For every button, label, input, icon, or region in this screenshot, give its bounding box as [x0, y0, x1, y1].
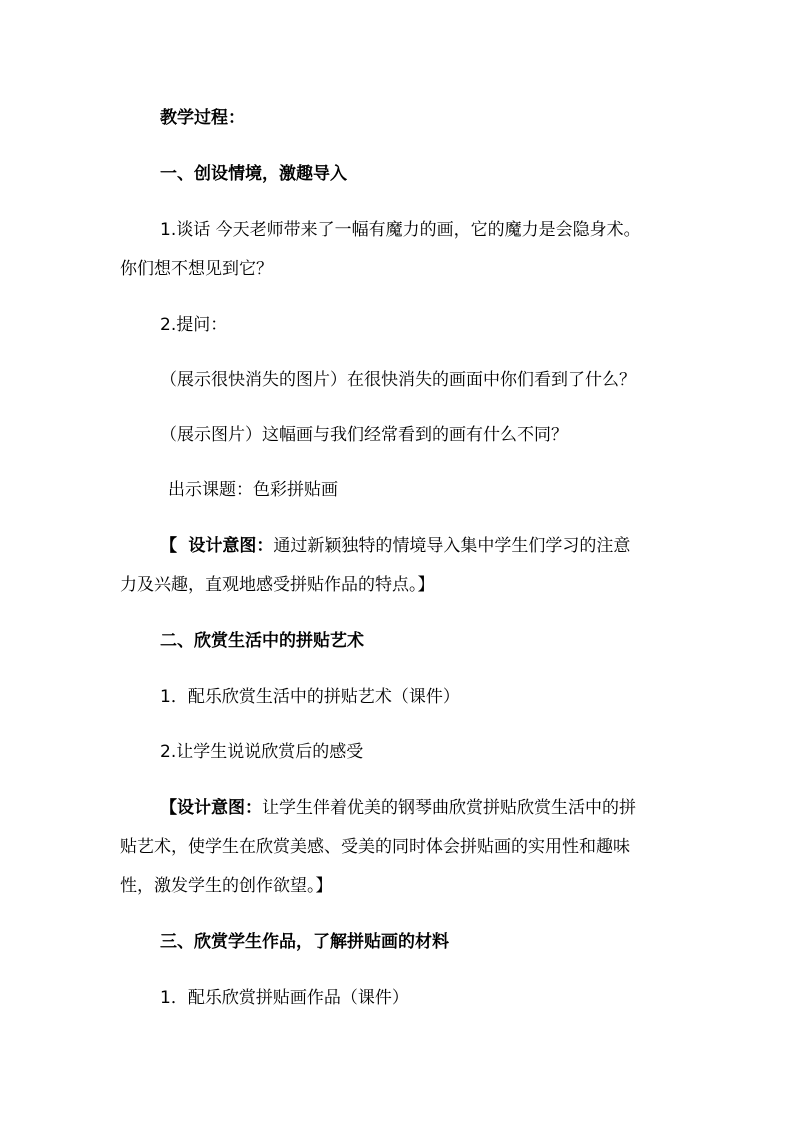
s2-item2: 2.让学生说说欣赏后的感受 [160, 742, 364, 762]
s1-intent-label: 设计意图： [188, 536, 274, 556]
s1-item2: 2.提问： [160, 315, 228, 335]
s1-design-intent-line2: 力及兴趣，直观地感受拼贴作品的特点。】 [120, 575, 435, 595]
s1-design-intent-line1 [160, 532, 680, 560]
section-3-title: 三、欣赏学生作品，了解拼贴画的材料 [160, 932, 449, 952]
section-2-title: 二、欣赏生活中的拼贴艺术 [160, 631, 364, 651]
s3-item1: 1．配乐欣赏拼贴画作品（课件） [160, 988, 409, 1008]
s1-intent-text-1: 通过新颖独特的情境导入集中学生们学习的注意 [273, 536, 631, 556]
s1-intent-open-bracket: 【 [160, 536, 177, 556]
s2-design-intent-line2: 贴艺术，使学生在欣赏美感、受美的同时体会拼贴画的实用性和趣味 [120, 837, 630, 857]
s1-lesson-topic: 出示课题：色彩拼贴画 [168, 480, 338, 500]
s1-question-2: （展示图片）这幅画与我们经常看到的画有什么不同？ [160, 425, 568, 445]
s1-question-1: （展示很快消失的图片）在很快消失的画面中你们看到了什么？ [160, 370, 636, 390]
s2-item1: 1．配乐欣赏生活中的拼贴艺术（课件） [160, 687, 460, 707]
s2-design-intent-line1 [160, 794, 680, 822]
s2-design-intent-line3: 性，激发学生的创作欲望。】 [120, 876, 333, 896]
s2-intent-label: 【设计意图： [160, 798, 262, 818]
s1-item1-line1: 1.谈话 今天老师带来了一幅有魔力的画，它的魔力是会隐身术。 [160, 220, 641, 240]
section-1-title: 一、创设情境，激趣导入 [160, 164, 347, 184]
heading-teaching-process: 教学过程： [160, 108, 245, 128]
s1-item1-line2: 你们想不想见到它？ [120, 259, 273, 279]
s2-intent-text-1: 让学生伴着优美的钢琴曲欣赏拼贴欣赏生活中的拼 [262, 798, 636, 818]
